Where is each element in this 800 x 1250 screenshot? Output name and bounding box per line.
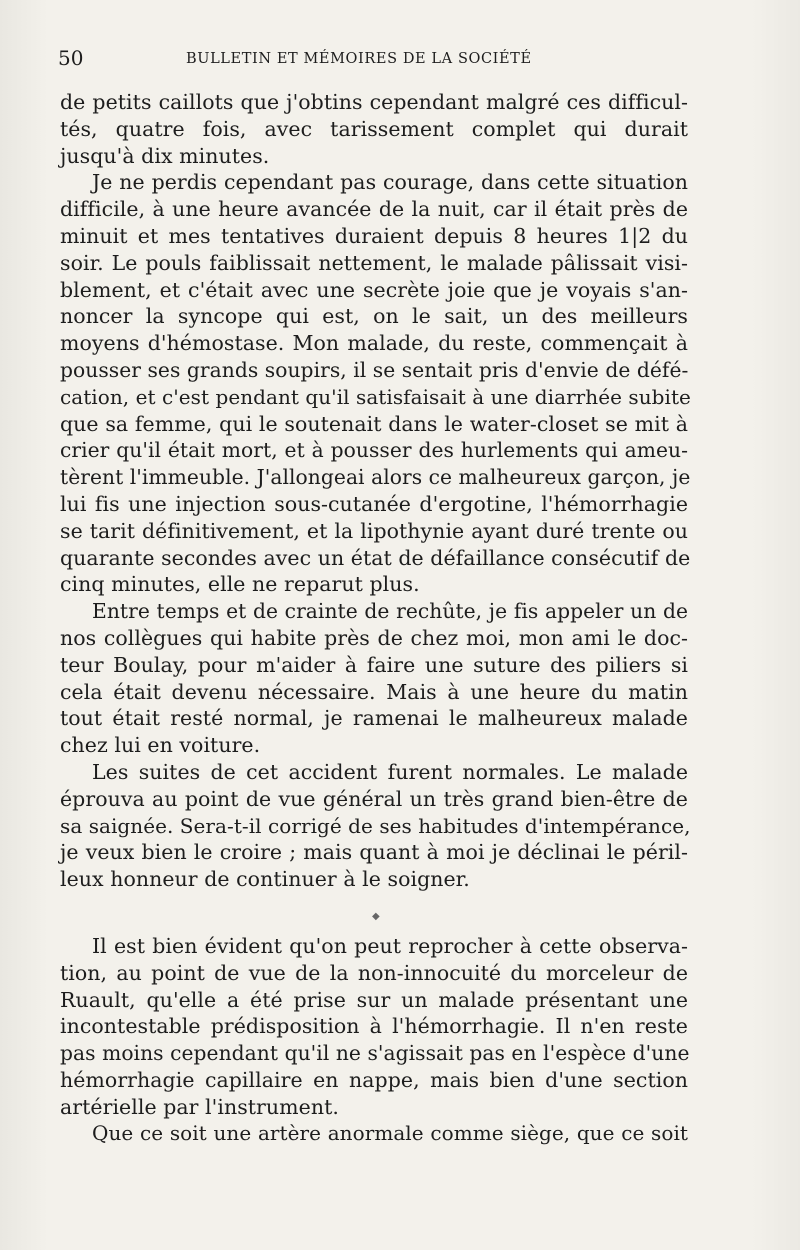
text-line: pas moins cependant qu'il ne s'agissait pas en l'espèce d'une (60, 1041, 690, 1066)
text-line: cinq minutes, elle ne reparut plus. (60, 572, 420, 597)
text-line: sa saignée. Sera-t-il corrigé de ses habitudes d'intempérance, (60, 813, 691, 838)
text-line: pousser ses grands soupirs, il se sentait pris d'envie de défé- (60, 357, 689, 382)
text-line: moyens d'hémostase. Mon malade, du reste, commençait à (60, 331, 688, 356)
text-line: Il est bien évident qu'on peut reprocher à cette observa- (92, 933, 688, 958)
text-line: hémorrhagie capillaire en nappe, mais bien d'une section (60, 1067, 688, 1092)
text-line: tés, quatre fois, avec tarissement complet qui durait (60, 116, 688, 141)
text-line: tion, au point de vue de la non-innocuité du morceleur de (60, 960, 688, 985)
text-line: cation, et c'est pendant qu'il satisfaisait à une diarrhée subite (60, 384, 691, 409)
text-line: que sa femme, qui le soutenait dans le water-closet se mit à (60, 411, 688, 436)
text-line: blement, et c'était avec une secrète joie que je voyais s'an- (60, 277, 688, 302)
text-line: tout était resté normal, je ramenai le malheureux malade (60, 706, 688, 731)
running-head: BULLETIN ET MÉMOIRES DE LA SOCIÉTÉ (186, 51, 532, 67)
page-header (58, 44, 698, 72)
text-line: Ruault, qu'elle a été prise sur un malade présentant une (60, 987, 688, 1012)
text-line: Entre temps et de crainte de rechûte, je fis appeler un de (92, 599, 688, 624)
text-line: leux honneur de continuer à le soigner. (60, 867, 470, 892)
text-line: chez lui en voiture. (60, 733, 261, 758)
text-line: Les suites de cet accident furent normales. Le malade (92, 759, 688, 784)
text-line: noncer la syncope qui est, on le sait, un des meilleurs (60, 304, 688, 329)
section-ornament: ◆ (372, 910, 380, 922)
text-line: incontestable prédisposition à l'hémorrhagie. Il n'en reste (60, 1014, 688, 1039)
text-line: lui fis une injection sous-cutanée d'ergotine, l'hémorrhagie (60, 491, 688, 516)
text-line: se tarit définitivement, et la lipothynie ayant duré trente ou (60, 518, 688, 543)
text-line: Je ne perdis cependant pas courage, dans cette situation (92, 170, 688, 195)
text-line: Que ce soit une artère anormale comme siège, que ce soit (92, 1121, 688, 1146)
text-line: cela était devenu nécessaire. Mais à une heure du matin (60, 679, 688, 704)
text-line: jusqu'à dix minutes. (60, 143, 270, 168)
text-line: tèrent l'immeuble. J'allongeai alors ce malheureux garçon, je (60, 465, 691, 490)
text-line: éprouva au point de vue général un très grand bien-être de (60, 786, 688, 811)
text-line: crier qu'il était mort, et à pousser des hurlements qui ameu- (60, 438, 688, 463)
text-line: soir. Le pouls faiblissait nettement, le malade pâlissait visi- (60, 250, 688, 275)
text-line: nos collègues qui habite près de chez moi, mon ami le doc- (60, 625, 688, 650)
page-number: 50 (58, 46, 84, 70)
text-line: de petits caillots que j'obtins cependant malgré ces difficul- (60, 90, 688, 114)
text-line: difficile, à une heure avancée de la nuit, car il était près de (60, 197, 688, 222)
text-line: quarante secondes avec un état de défaillance consécutif de (60, 545, 691, 570)
text-line: je veux bien le croire ; mais quant à moi je déclinai le péril- (60, 840, 688, 865)
text-line: artérielle par l'instrument. (60, 1094, 339, 1119)
text-line: teur Boulay, pour m'aider à faire une suture des piliers si (60, 652, 688, 677)
body-text (60, 89, 691, 1147)
text-line: minuit et mes tentatives duraient depuis 8 heures 1|2 du (60, 223, 688, 248)
